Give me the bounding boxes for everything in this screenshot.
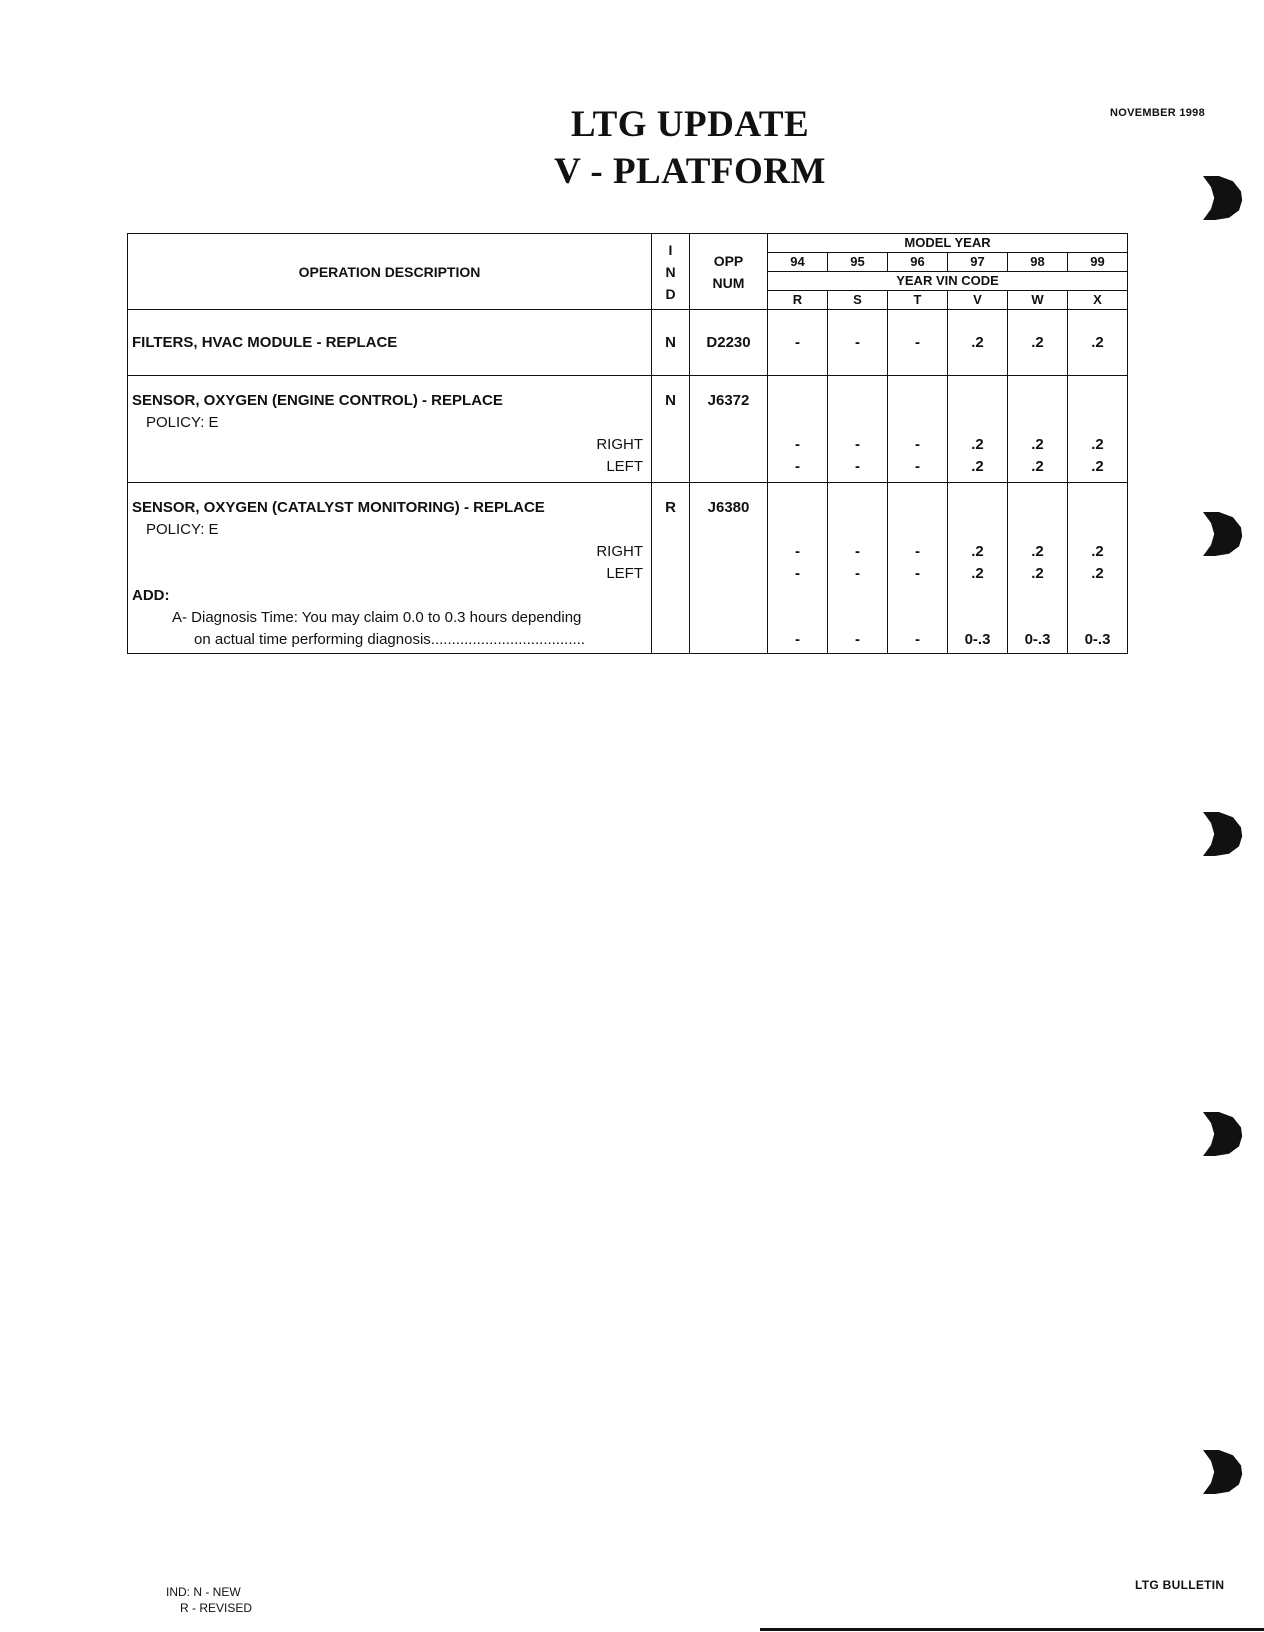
vin-code-header: W — [1008, 291, 1068, 310]
operation-description: SENSOR, OXYGEN (CATALYST MONITORING) - REPLACE POLICY: E RIGHT LEFT ADD: A- Diagnosis Time: You may claim 0.0 to 0.3 hours depending on actual time performing diagnosis..................................... — [128, 483, 652, 654]
page-title: LTG UPDATE — [570, 104, 810, 145]
operation-description-header: OPERATION DESCRIPTION — [128, 234, 652, 310]
year-vin-code-header: YEAR VIN CODE — [768, 272, 1128, 291]
value-cell: - — [828, 310, 888, 376]
table-row — [128, 376, 1128, 483]
bulletin-label: LTG BULLETIN — [1135, 1578, 1225, 1592]
value-cell: .2 — [1008, 310, 1068, 376]
table-row — [128, 483, 1128, 654]
year-header: 95 — [828, 253, 888, 272]
ind-cell: N — [652, 376, 690, 483]
vin-code-header: R — [768, 291, 828, 310]
ind-cell: R — [652, 483, 690, 654]
opp-num-cell: D2230 — [690, 310, 768, 376]
value-cell: .2 .2 0-.3 — [1008, 483, 1068, 654]
ind-legend — [166, 1584, 252, 1616]
opp-num-cell: J6380 — [690, 483, 768, 654]
value-cell: .2 — [1068, 310, 1128, 376]
value-cell: - - — [888, 376, 948, 483]
year-header: 97 — [948, 253, 1008, 272]
operation-description: FILTERS, HVAC MODULE - REPLACE — [128, 310, 652, 376]
year-header: 98 — [1008, 253, 1068, 272]
year-header: 94 — [768, 253, 828, 272]
right-label: RIGHT — [596, 436, 643, 453]
vin-code-header: X — [1068, 291, 1128, 310]
add-label: ADD: — [132, 587, 170, 604]
model-year-header: MODEL YEAR — [768, 234, 1128, 253]
value-cell: - - - — [828, 483, 888, 654]
ind-cell: N — [652, 310, 690, 376]
vin-code-header: V — [948, 291, 1008, 310]
table-row — [128, 310, 1128, 376]
value-cell: - - - — [888, 483, 948, 654]
binder-hole-icon — [1203, 512, 1243, 556]
right-label: RIGHT — [596, 543, 643, 560]
add-note-continued: on actual time performing diagnosis..................................... — [194, 631, 585, 648]
value-cell: - — [768, 310, 828, 376]
value-cell: .2 .2 — [1008, 376, 1068, 483]
value-cell: - - — [828, 376, 888, 483]
operation-description: SENSOR, OXYGEN (ENGINE CONTROL) - REPLACE POLICY: E RIGHT LEFT — [128, 376, 652, 483]
value-cell: .2 .2 0-.3 — [1068, 483, 1128, 654]
value-cell: .2 .2 — [1068, 376, 1128, 483]
policy-label: POLICY: E — [146, 414, 219, 431]
opp-num-header: OPP NUM — [690, 234, 768, 310]
ind-legend-new: IND: N - NEW — [166, 1585, 241, 1599]
left-label: LEFT — [606, 458, 643, 475]
binder-hole-icon — [1203, 812, 1243, 856]
value-cell: - - — [768, 376, 828, 483]
binder-hole-icon — [1203, 176, 1243, 220]
value-cell: .2 .2 — [948, 376, 1008, 483]
value-cell: - — [888, 310, 948, 376]
left-label: LEFT — [606, 565, 643, 582]
vin-code-header: T — [888, 291, 948, 310]
policy-label: POLICY: E — [146, 521, 219, 538]
value-cell: .2 — [948, 310, 1008, 376]
labor-time-table — [127, 233, 1128, 654]
value-cell: .2 .2 0-.3 — [948, 483, 1008, 654]
bulletin-date: NOVEMBER 1998 — [1110, 107, 1205, 119]
page-subtitle: V - PLATFORM — [554, 151, 826, 192]
ind-legend-revised: R - REVISED — [180, 1601, 253, 1615]
binder-hole-icon — [1203, 1112, 1243, 1156]
vin-code-header: S — [828, 291, 888, 310]
ind-header: I N D — [652, 234, 690, 310]
year-header: 96 — [888, 253, 948, 272]
opp-num-cell: J6372 — [690, 376, 768, 483]
value-cell: - - - — [768, 483, 828, 654]
binder-hole-icon — [1203, 1450, 1243, 1494]
add-note: A- Diagnosis Time: You may claim 0.0 to 0.3 hours depending — [172, 609, 582, 626]
year-header: 99 — [1068, 253, 1128, 272]
bottom-rule — [760, 1628, 1264, 1631]
